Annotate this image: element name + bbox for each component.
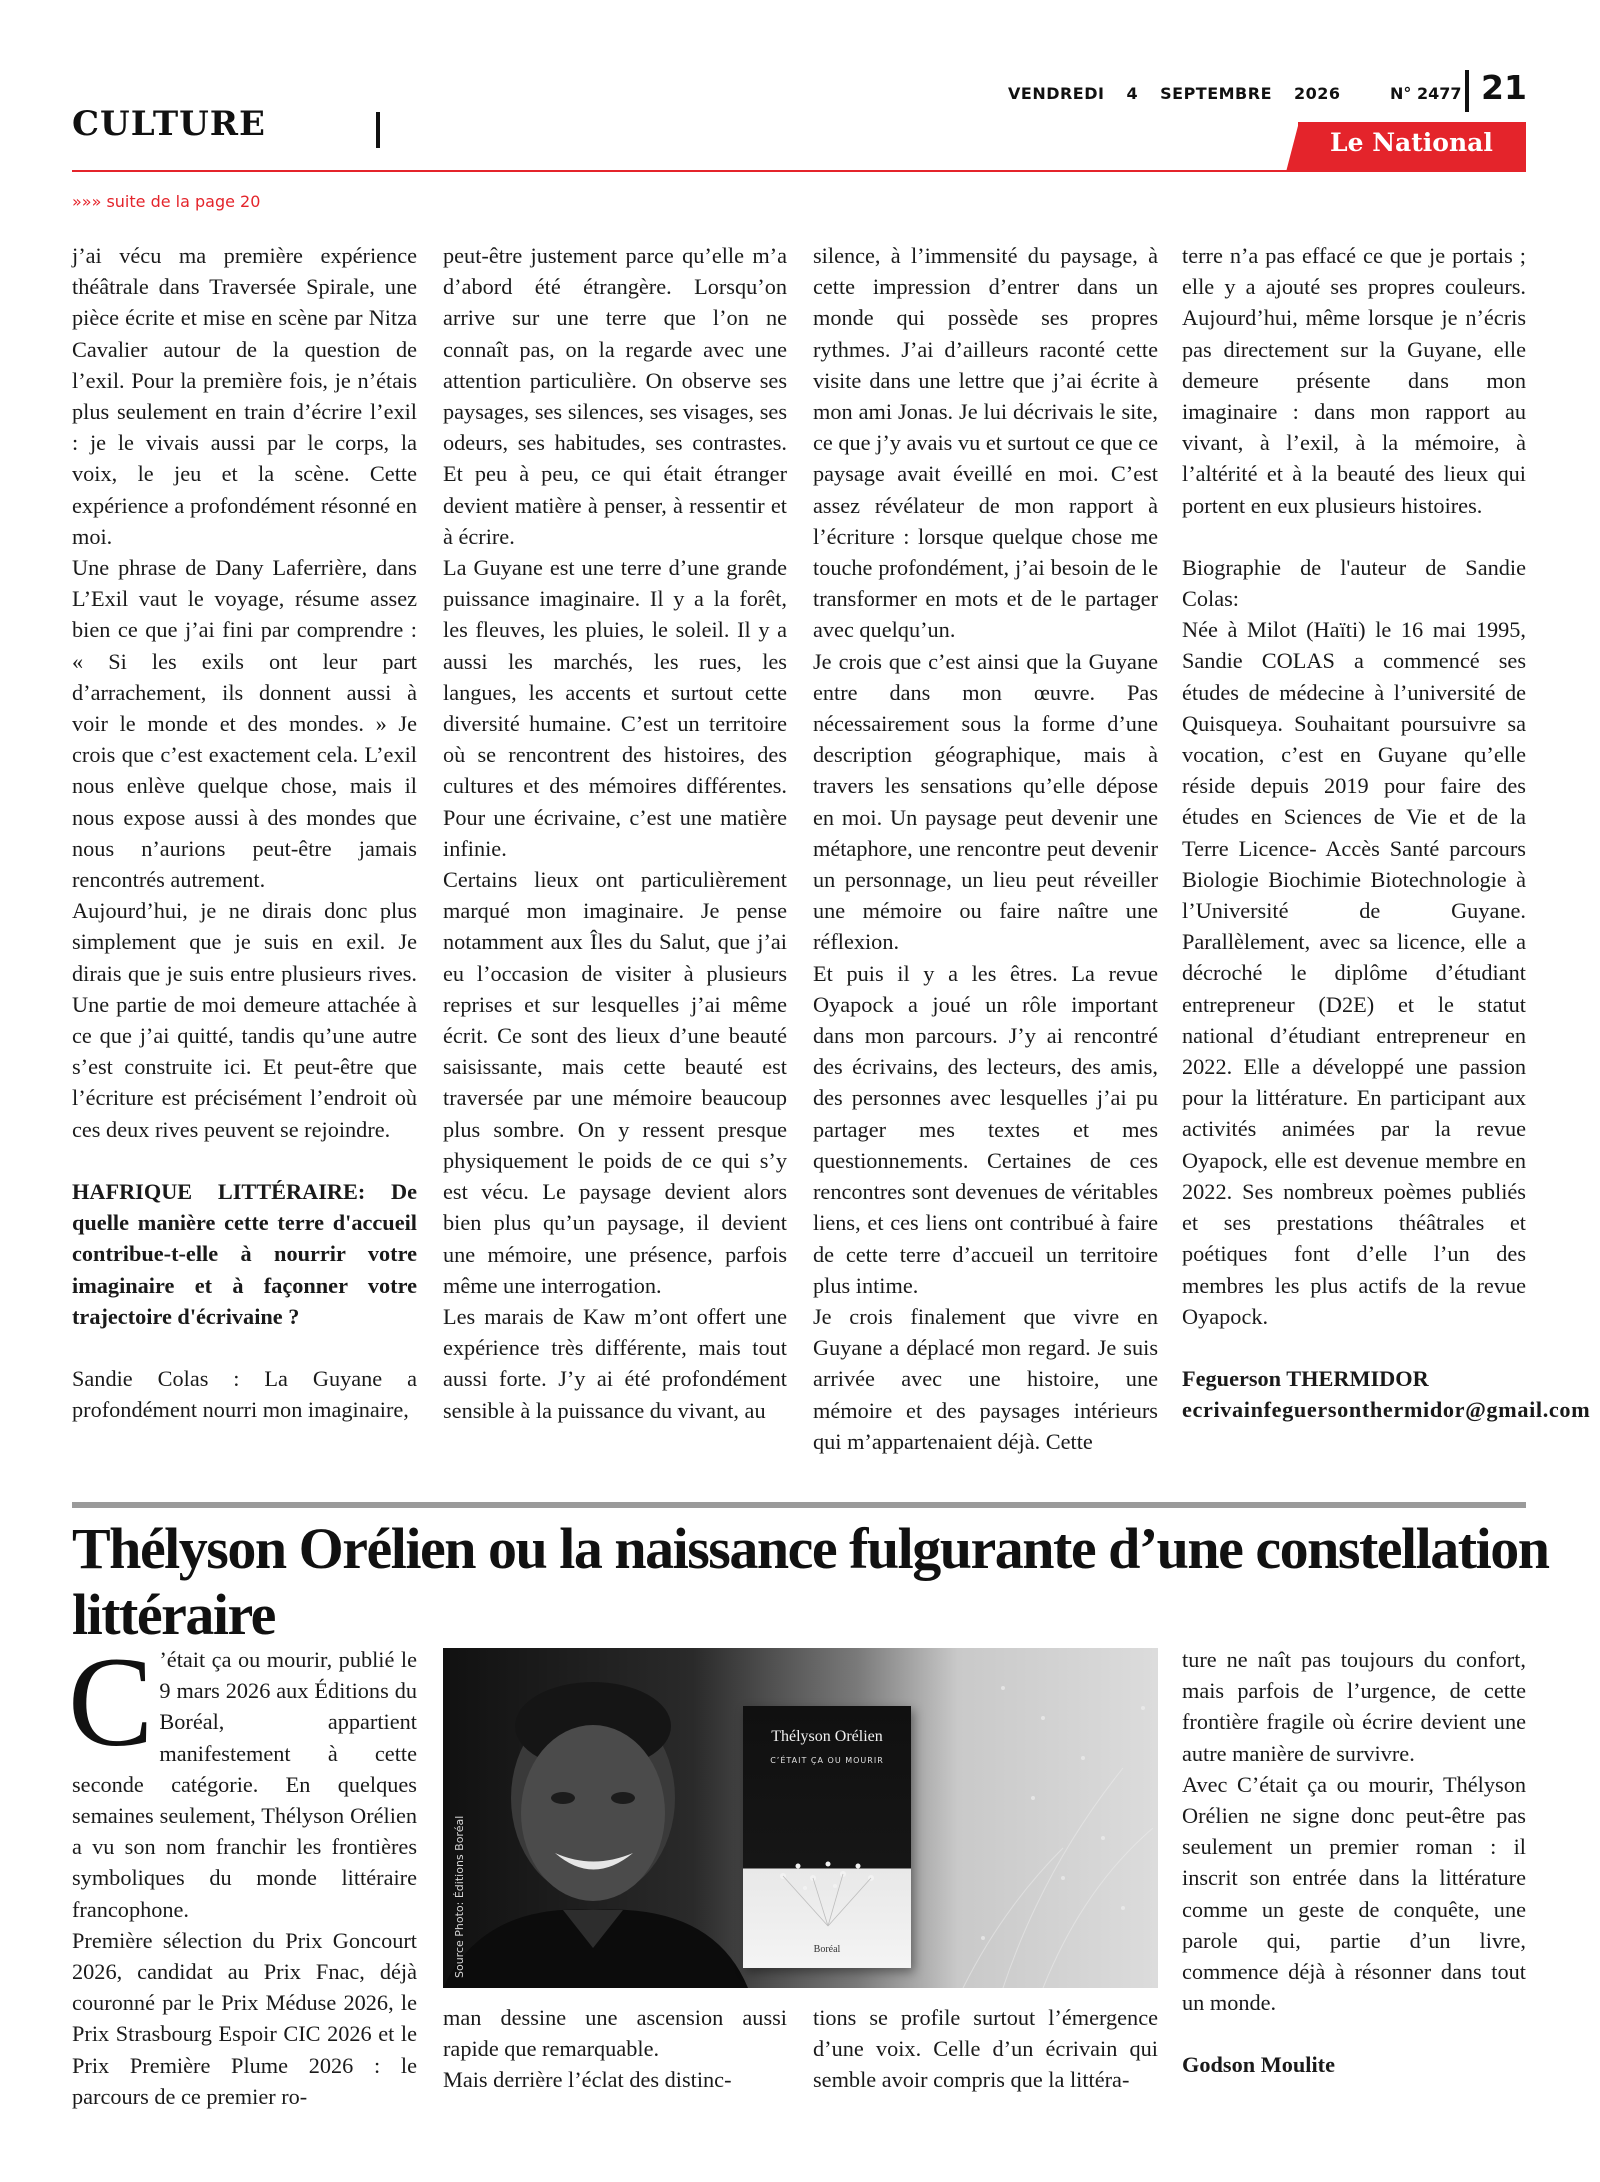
author-byline: Godson Moulite — [1182, 2052, 1335, 2078]
book-cover-author: Thélyson Orélien — [771, 1728, 883, 1745]
paragraph: Avec C’était ça ou mourir, Thélyson Orélien ne signe donc peut-être pas seulement un premier roman : il inscrit son entrée dans la littérature comme un geste de conquête, une parole qui, partie d’un livre, commence déjà à résonner dans tout un monde. — [1182, 1771, 1526, 2016]
article1-column-4 — [1182, 240, 1591, 1425]
page-number: 21 — [1481, 68, 1527, 107]
paragraph: peut-être justement parce qu’elle m’a d’abord été étrangère. Lorsqu’on arrive sur une terre que l’on ne connaît pas, on la regarde avec une attention particulière. On observe ses paysages, ses silences, ses visages, ses odeurs, ses habitudes, ses contrastes. Et peu à peu, ce qui était étranger devient matière à penser, à ressentir et à écrire. — [443, 243, 787, 549]
date-number: 4 — [1126, 84, 1139, 103]
date-day: VENDREDI — [1008, 84, 1105, 103]
paragraph: ture ne naît pas toujours du confort, mais parfois de l’urgence, de cette frontière fragile où écrire devient une autre manière de survivre. — [1182, 1647, 1526, 1766]
article2-column-4 — [1182, 1644, 1526, 2081]
article2-column-3 — [813, 2002, 1158, 2096]
date-line — [1008, 84, 1363, 103]
article2-column-2 — [443, 2002, 787, 2096]
article-divider — [72, 1502, 1526, 1508]
book-cover-title: C’ÉTAIT ÇA OU MOURIR — [770, 1756, 884, 1765]
brand-name: Le National — [1330, 128, 1493, 157]
article2-headline: Thélyson Orélien ou la naissance fulgurante d’une constellation littéraire — [72, 1516, 1549, 1647]
author-byline: Feguerson THERMIDOR — [1182, 1365, 1429, 1391]
paragraph — [68, 1631, 417, 1925]
paragraph: terre n’a pas effacé ce que je portais ; elle y a ajouté ses propres couleurs. Aujourd’hui, même lorsque je n’écris pas directement sur la Guyane, elle demeure présente dans mon imaginaire : dans mon rapport au vivant, à l’exil, à la mémoire, à l’altérité et à la beauté des lieux qui portent en eux plusieurs histoires. — [1182, 243, 1526, 518]
paragraph: Et puis il y a les êtres. La revue Oyapock a joué un rôle important dans mon parcours. J’y ai rencontré des écrivains, des lecteurs, des amis, des personnes avec lesquelles j’ai pu partager mes textes et mes questionnements. Certaines de ces rencontres sont devenues de véritables liens, et ces liens ont contribué à faire de cette terre d’accueil un territoire plus intime. — [813, 960, 1158, 1298]
paragraph: j’ai vécu ma première expérience théâtrale dans Traversée Spirale, une pièce écrite et mise en scène par Nitza Cavalier autour de la question de l’exil. Pour la première fois, je n’étais plus seulement en train d’écrire l’exil : je le vivais aussi par le corps, la voix, le jeu et la scène. Cette expérience a profondément résonné en moi. — [72, 243, 417, 549]
header-rule — [72, 170, 1526, 172]
date-month: SEPTEMBRE — [1160, 84, 1272, 103]
paragraph: Certains lieux ont particulièrement marqué mon imaginaire. Je pense notamment aux Îles du Salut, que j’ai eu l’occasion de visiter à plusieurs reprises et sur lesquelles j’ai même écrit. Ce sont des lieux d’une beauté saisissante, mais cette beauté est traversée par une mémoire beaucoup plus sombre. On y ressent presque physiquement le poids de ce qui s’y est vécu. Le paysage devient alors bien plus qu’un paysage, il devient une mémoire, une présence, parfois même une interrogation. — [443, 867, 787, 1298]
interview-question: HAFRIQUE LITTÉRAIRE: De quelle manière cette terre d'accueil contribue-t-elle à nourrir votre imaginaire et à façonner votre trajectoire d'écrivaine ? — [72, 1178, 417, 1329]
interview-answer-start: Sandie Colas : La Guyane a profondément nourri mon imaginaire, — [72, 1365, 417, 1423]
section-title: CULTURE — [72, 104, 266, 144]
article1-column-2 — [443, 240, 787, 1426]
paragraph: Une phrase de Dany Laferrière, dans L’Exil vaut le voyage, résume assez bien ce que j’ai fini par comprendre : « Si les exils ont leur part d’arrachement, ils donnent aussi à voir le monde et des mondes. » Je crois que c’est exactement cela. L’exil nous enlève quelque chose, mais il nous expose aussi à des mondes que nous n’aurions peut-être jamais rencontrés autrement. — [72, 555, 417, 893]
section-divider — [376, 112, 380, 148]
paragraph: La Guyane est une terre d’une grande puissance imaginaire. Il y a la forêt, les fleuves, les pluies, le soleil. Il y a aussi les marchés, les rues, les langues, les accents et surtout cette diversité humaine. C’est un territoire où se rencontrent des histoires, des cultures et des mémoires différentes. Pour une écrivaine, c’est une matière infinie. — [443, 555, 787, 861]
page-number-divider — [1465, 70, 1469, 112]
date-year: 2026 — [1294, 84, 1341, 103]
book-cover-publisher: Boréal — [813, 1944, 841, 1955]
article2-column-1 — [68, 1631, 417, 2112]
paragraph: Première sélection du Prix Goncourt 2026, candidat au Prix Fnac, déjà couronné par le Prix Méduse 2026, le Prix Strasbourg Espoir CIC 2026 et le Prix Première Plume 2026 : le parcours de ce premier ro- — [72, 1927, 417, 2109]
paragraph: man dessine une ascension aussi rapide que remarquable. — [443, 2005, 787, 2062]
book-cover — [743, 1706, 911, 1968]
paragraph-text: ’était ça ou mourir, publié le 9 mars 2026 aux Éditions du Boréal, appartient manifestement à cette seconde catégorie. En quelques semaines seulement, Thélyson Orélien a vu son nom franchir les frontières symboliques du monde littéraire francophone. — [72, 1647, 417, 1922]
bio-title: Biographie de l'auteur de Sandie Colas: — [1182, 554, 1526, 612]
author-book-photo — [443, 1648, 1158, 1988]
bio-text: Née à Milot (Haïti) le 16 mai 1995, Sandie COLAS a commencé ses études de médecine à l’université de Quisqueya. Souhaitant poursuivre sa vocation, c’est en Guyane qu’elle réside depuis 2019 pour faire des études en Sciences de Vie et de la Terre Licence- Accès Santé parcours Biologie Biochimie Biotechnologie à l’Université de Guyane. Parallèlement, avec sa licence, elle a décroché le diplôme d’étudiant entrepreneur (D2E) et le statut national d’étudiant entrepreneur en 2022. Elle a développé une passion pour la littérature. En participant aux activités animées par la revue Oyapock, elle est devenue membre en 2022. Ses nombreux poèmes publiés et ses prestations théâtrales et poétiques font d’elle l’un des membres les plus actifs de la revue Oyapock. — [1182, 617, 1526, 1329]
author-email-link[interactable]: ecrivainfeguersonthermidor@gmail.com — [1182, 1397, 1591, 1423]
paragraph: Mais derrière l’éclat des distinc- — [443, 2067, 732, 2093]
issue-number: N° 2477 — [1390, 84, 1462, 103]
paragraph: Aujourd’hui, je ne dirais donc plus simplement que je suis en exil. Je dirais que je suis entre plusieurs rives. Une partie de moi demeure attachée à ce que j’ai quitté, tandis qu’une autre s’est construite ici. Et peut-être que l’écriture est précisément l’endroit où ces deux rives peuvent se rejoindre. — [72, 898, 417, 1142]
paragraph: tions se profile surtout l’émergence d’une voix. Celle d’un écrivain qui semble avoir compris que la littéra- — [813, 2005, 1158, 2093]
article1-column-3 — [813, 240, 1158, 1457]
continued-from-link[interactable]: »»» suite de la page 20 — [72, 192, 261, 211]
paragraph: Je crois finalement que vivre en Guyane a déplacé mon regard. Je suis arrivée avec une histoire, une mémoire et des paysages intérieurs qui m’appartenaient déjà. Cette — [813, 1303, 1158, 1454]
paragraph: Les marais de Kaw m’ont offert une expérience très différente, mais tout aussi forte. J’y ai été profondément sensible à la puissance du vivant, au — [443, 1303, 787, 1423]
book-cover-flowers — [763, 1816, 893, 1936]
article1-column-1 — [72, 240, 417, 1425]
paragraph: Je crois que c’est ainsi que la Guyane entre dans mon œuvre. Pas nécessairement sous la forme d’une description géographique, mais à travers les sensations qu’elle dépose en moi. Un paysage peut devenir une métaphore, une rencontre peut devenir un personnage, un lieu peut réveiller une mémoire ou faire naître une réflexion. — [813, 648, 1158, 955]
drop-cap: C — [68, 1631, 154, 1773]
paragraph: silence, à l’immensité du paysage, à cette impression d’entrer dans un monde qui possède ses propres rythmes. J’ai d’ailleurs raconté cette visite dans une lettre que j’ai écrite à mon ami Jonas. Je lui décrivais le site, ce que j’y avais vu et surtout ce que ce paysage avait éveillé en moi. C’est assez révélateur de mon rapport à l’écriture : lorsque quelque chose me touche profondément, j’ai besoin de le transformer en mots et de le partager avec quelqu’un. — [813, 243, 1158, 643]
photo-credit: Source Photo: Éditions Boréal — [453, 1815, 466, 1978]
